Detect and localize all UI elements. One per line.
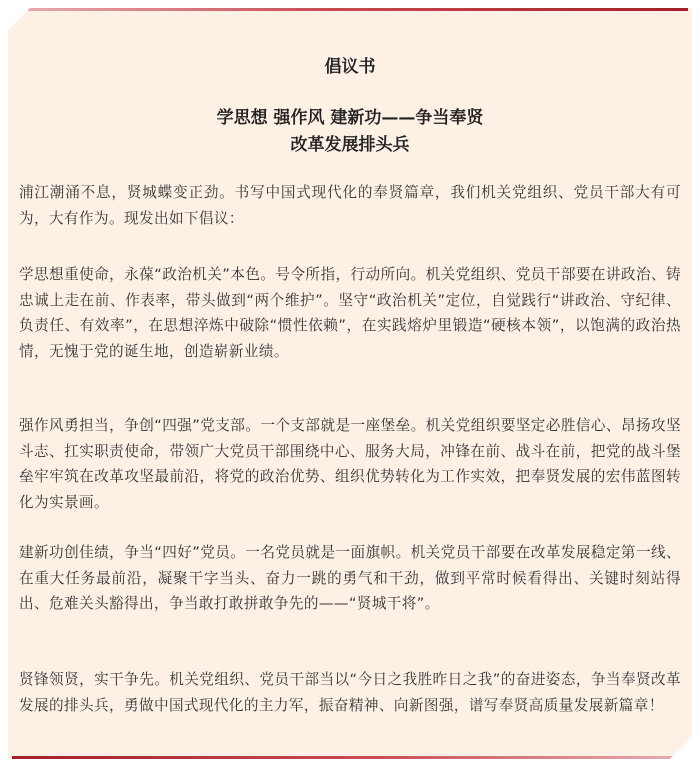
document-subtitle-line-2: 改革发展排头兵 <box>290 135 410 155</box>
bottom-border-rule <box>12 756 672 759</box>
document-title: 倡议书 <box>324 57 376 77</box>
paragraph-build-merit: 建新功创佳绩，争当“四好”党员。一名党员就是一面旗帜。机关党员干部要在改革发展稳定第一线、在重大任务最前沿，凝聚干字当头、奋力一跳的勇气和干劲，做到平常时候看得出、关键时刻站得出、危难关头豁得出，争当敢打敢拼敢争先的——“贤城干将”。 <box>19 544 681 612</box>
intro-paragraph: 浦江潮涌不息，贤城蝶变正劲。书写中国式现代化的奉贤篇章，我们机关党组织、党员干部大有可为，大有作为。现发出如下倡议： <box>19 184 681 227</box>
bottom-right-corner-cut <box>670 737 692 759</box>
proposal-card <box>8 8 692 759</box>
document-subtitle-line-1: 学思想 强作风 建新功——争当奉贤 <box>216 108 484 128</box>
top-left-corner-cut <box>8 8 30 30</box>
paragraph-strengthen-style: 强作风勇担当，争创“四强”党支部。一个支部就是一座堡垒。机关党组织要坚定必胜信心、昂扬攻坚斗志、扛实职责使命，带领广大党员干部围绕中心、服务大局，冲锋在前、战斗在前，把党的战斗堡垒牢牢筑在改革攻坚最前沿，将党的政治优势、组织优势转化为工作实效，把奉贤发展的宏伟蓝图转化为实景画。 <box>19 417 681 511</box>
closing-paragraph: 贤锋领贤，实干争先。机关党组织、党员干部当以“今日之我胜昨日之我”的奋进姿态，争当奉贤改革发展的排头兵，勇做中国式现代化的主力军，振奋精神、向新图强，谱写奉贤高质量发展新篇章！ <box>19 671 681 714</box>
paragraph-study-thought: 学思想重使命，永葆“政治机关”本色。号令所指，行动所向。机关党组织、党员干部要在讲政治、铸忠诚上走在前、作表率，带头做到“两个维护”。坚守“政治机关”定位，自觉践行“讲政治、守纪律、负责任、有效率”，在思想淬炼中破除“惯性依赖”，在实践熔炉里锻造“硬核本领”，以饱满的政治热情，无愧于党的诞生地，创造崭新业绩。 <box>19 266 681 360</box>
top-border-rule <box>28 8 688 11</box>
